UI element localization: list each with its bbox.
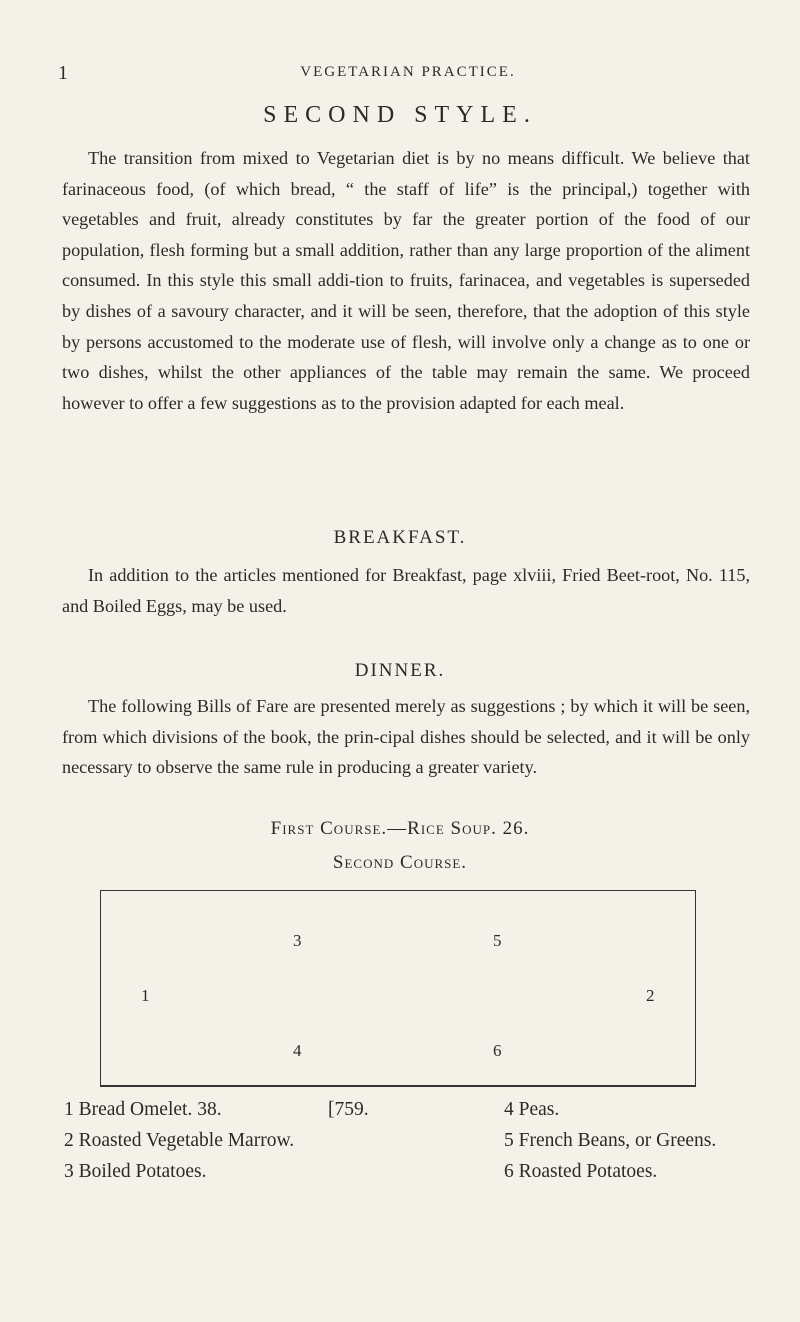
section-title: SECOND STYLE. (263, 102, 537, 128)
second-course-heading: Second Course. (332, 852, 468, 873)
intro-paragraph: The transition from mixed to Vegetarian diet is by no means difficult. We believe that farinaceous food, (of which bread, “ the staff of life” is the principal,) together with vegetables and fruit, already constitutes by far the greater portion of the food of our population, flesh forming but a small addition, rather than any large proportion of the aliment consumed. In this style this small addi-tion to fruits, farinacea, and vegetables is superseded by dishes of a savoury character, and it will be seen, therefore, that the adoption of this style by persons accustomed to the moderate use of flesh, will involve only a change as to one or two dishes, whilst the other appliances of the table may remain the same. We proceed however to offer a few suggestions as to the provision adapted for each meal. (62, 148, 750, 413)
legend-row (64, 1094, 764, 1125)
legend-row (64, 1156, 764, 1187)
table-setting-diagram (100, 890, 696, 1087)
position-label: 3 (293, 931, 302, 950)
position-label: 4 (293, 1041, 302, 1060)
dinner-paragraph: The following Bills of Fare are presented merely as suggestions ; by which it will be seen, from which divisions of the book, the prin-cipal dishes should be selected, and it will be only necessary to observe the same rule in producing a greater variety. (62, 696, 750, 778)
legend-item: 2 Roasted Vegetable Marrow. (64, 1130, 295, 1151)
legend-item: 5 French Beans, or Greens. (504, 1130, 717, 1151)
position-label: 6 (493, 1041, 502, 1060)
position-label: 5 (493, 931, 502, 950)
running-title: VEGETARIAN PRACTICE. (300, 64, 516, 80)
dish-legend (64, 1094, 764, 1187)
position-label: 1 (141, 986, 150, 1005)
page-reference: [759. (328, 1099, 369, 1120)
legend-item: 3 Boiled Potatoes. (64, 1161, 207, 1182)
legend-item: 4 Peas. (504, 1099, 560, 1120)
dinner-heading: DINNER. (354, 660, 446, 681)
legend-row (64, 1125, 764, 1156)
legend-item: 6 Roasted Potatoes. (504, 1161, 658, 1182)
breakfast-paragraph: In addition to the articles mentioned for Breakfast, page xlviii, Fried Beet-root, No. 115, and Boiled Eggs, may be used. (62, 565, 750, 616)
first-course-line: First Course.—Rice Soup. 26. (270, 818, 530, 839)
breakfast-heading: BREAKFAST. (333, 527, 467, 548)
page-number: 1 (58, 62, 68, 84)
position-label: 2 (646, 986, 655, 1005)
legend-item: 1 Bread Omelet. 38. (64, 1099, 222, 1120)
running-header (58, 62, 758, 84)
